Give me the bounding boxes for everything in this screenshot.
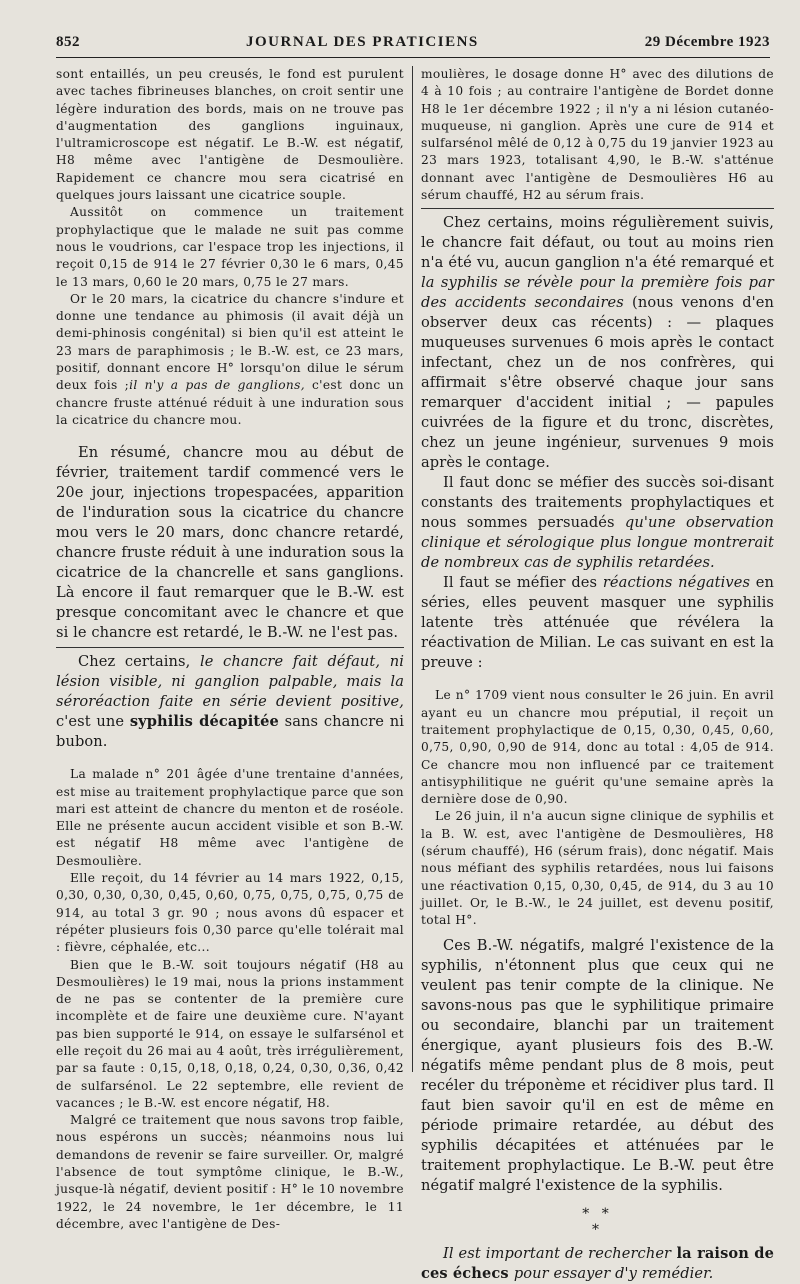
emphasis-secondary-accidents: la syphilis se révèle pour la première fois par des accidents secondaires — [421, 274, 774, 311]
left-column — [56, 66, 412, 1072]
paragraph-chancre-description: sont entaillés, un peu creusés, le fond est purulent avec taches fibrineuses blanches, on croit sentir une légère induration des bords, mais on ne trouve pas d'augmentation des ganglions inguinaux, l'ultramicroscope est négatif. Le B.-W. est négatif, H8 même avec l'antigène de Desmoulière. Rapidement ce chancre mou sera cicatrisé en quelques jours laissant une cicatrice souple. — [56, 66, 404, 204]
journal-title: JOURNAL DES PRATICIENS — [246, 34, 479, 51]
paragraph-case-1709: Le n° 1709 vient nous consulter le 26 juin. En avril ayant eu un chancre mou préputial, il reçoit un traitement prophylactique de 0,15, 0,30, 0,45, 0,60, 0,75, 0,90, 0,90 de 914, donc au total : 4,05 de 914. Ce chancre mou non influencé par ce traitement antisyphilitique ne guérit qu'une semaine après la dernière dose de 0,90. — [421, 687, 774, 808]
emphasis-no-ganglions: il n'y a pas de ganglions, — [129, 378, 305, 392]
case-1709-block — [421, 687, 774, 929]
conclusion-block — [421, 936, 774, 1196]
paragraph-follow-up: Malgré ce traitement que nous savons trop faible, nous espérons un succès; néanmoins nous lui demandons de revenir se faire surveiller. Or, malgré l'absence de tout symptôme clinique, le B.-W., jusque-là négatif, devient positif : H° le 10 novembre 1922, le 24 novembre, le 1er décembre, le 11 décembre, avec l'antigène de Des- — [56, 1112, 404, 1233]
paragraph-negative-bw: Ces B.-W. négatifs, malgré l'existence de la syphilis, n'étonnent plus que ceux qui ne veulent pas tenir compte de la clinique. Ne savons-nous pas que le syphilitique primaire ou secondaire, blanchi par un traitement énergique, ayant plusieurs fois des B.-W. négatifs même pendant plus de 8 mois, peut recéler du tréponème et récidiver plus tard. Il faut bien savoir qu'il en est de même en période primaire retardée, au début des syphilis décapitées et atténuées par le traitement prophylactique. Le B.-W. peut être négatif malgré l'existence de la syphilis. — [421, 936, 774, 1196]
paragraph-chez-certains-2: Chez certains, moins régulièrement suivis, le chancre fait défaut, ou tout au moins rien n'a été vu, aucun ganglion n'a été remarqué et la syphilis se révèle pour la première fois par des accidents secondaires (nous venons d'en observer deux cas récents) : — plaques muqueuses survenues 6 mois après le contact infectant, chez un de nos confrères, qui affirmait s'être observé chaque jour sans remarquer d'accident initial ; — papules cuivrées de la figure et du tronc, discrètes, chez un jeune ingénieur, survenues 9 mois après le contage. — [421, 213, 774, 473]
paragraph-continuation: moulières, le dosage donne H° avec des dilutions de 4 à 10 fois ; au contraire l'antigène de Bordet donne H8 le 1er décembre 1922 ; il n'y a ni lésion cutanéo-muqueuse, ni ganglion. Après une cure de 914 et sulfarsénol mêlé de 0,12 à 0,75 du 19 janvier 1923 au 23 mars 1923, totalisant 4,90, le B.-W. s'atténue donnant avec l'antigène de Desmoulières H6 au sérum chauffé, H2 au sérum frais. — [421, 66, 774, 204]
page-header — [56, 34, 770, 51]
closing-statement — [421, 1244, 774, 1284]
paragraph-induration: Or le 20 mars, la cicatrice du chancre s'indure et donne une tendance au phimosis (il avait déjà un demi-phinosis congénital) si bien qu'il est atteint le 23 mars de paraphimosis ; le B.-W. est, ce 23 mars, positif, donnant encore H° lorsqu'on dilue le sérum deux fois ;il n'y a pas de ganglions, c'est donc un chancre fruste atténué réduit à une induration sous la cicatrice du chancre mou. — [56, 291, 404, 429]
decapitated-syphilis-block — [56, 647, 404, 752]
case-201-continued — [421, 66, 774, 204]
issue-date: 29 Décembre 1923 — [645, 34, 770, 51]
secondary-accidents-block — [421, 208, 774, 673]
paragraph-closing: Il est important de rechercher la raison de ces échecs pour essayer d'y remédier. — [421, 1244, 774, 1284]
paragraph-mefier-succes: Il faut donc se méfier des succès soi-disant constants des traitements prophylactiques et nous sommes persuadés qu'une observation clinique et sérologique plus longue montrerait de nombreux cas de syphilis retardées. — [421, 473, 774, 573]
term-syphilis-decapitee: syphilis décapitée — [130, 713, 279, 730]
paragraph-case-201: La malade n° 201 âgée d'une trentaine d'années, est mise au traitement prophylactique parce que son mari est atteint de chancre du menton et de roséole. Elle ne présente aucun accident visible et son B.-W. est négatif H8 même avec l'antigène de Desmoulière. — [56, 766, 404, 870]
paragraph-chez-certains: Chez certains, le chancre fait défaut, ni lésion visible, ni ganglion palpable, mais la séroréaction faite en série devient positive, c'est une syphilis décapitée sans chancre ni bubon. — [56, 652, 404, 752]
section-asterism: * * * — [421, 1206, 774, 1238]
paragraph-second-cure: Bien que le B.-W. soit toujours négatif (H8 au Desmoulières) le 19 mai, nous la prions instamment de ne pas se contenter de la première cure incomplète et de faire une deuxième cure. N'ayant pas bien supporté le 914, on essaye le sulfarsénol et elle reçoit du 26 mai au 4 août, très irrégulièrement, par sa faute : 0,15, 0,18, 0,18, 0,24, 0,30, 0,36, 0,42 de sulfarsénol. Le 22 septembre, elle revient de vacances ; le B.-W. est encore négatif, H8. — [56, 957, 404, 1113]
two-column-body — [56, 66, 774, 1072]
right-column — [412, 66, 774, 1072]
emphasis-longer-observation: qu'une observation clinique et sérologique plus longue montrerait de nombreux cas de syphilis retardées. — [421, 514, 774, 571]
paragraph-treatment-start: Aussitôt on commence un traitement prophylactique que le malade ne suit pas comme nous le voudrions, car l'espace trop les injections, il reçoit 0,15 de 914 le 27 février 0,30 le 6 mars, 0,45 le 13 mars, 0,60 le 20 mars, 0,75 le 27 mars. — [56, 204, 404, 290]
paragraph-doses: Elle reçoit, du 14 février au 14 mars 1922, 0,15, 0,30, 0,30, 0,30, 0,45, 0,60, 0,75, 0,75, 0,75, 0,75 de 914, au total 3 gr. 90 ; nous avons dû espacer et répéter plusieurs fois 0,30 parce qu'elle tolérait mal : fièvre, céphalée, etc... — [56, 870, 404, 956]
paragraph-june-26: Le 26 juin, il n'a aucun signe clinique de syphilis et la B. W. est, avec l'antigène de Desmoulières, H8 (sérum chauffé), H6 (sérum frais), donc négatif. Mais nous méfiant des syphilis retardées, nous lui faisons une réactivation 0,15, 0,30, 0,45, de 914, du 3 au 10 juillet. Or, le B.-W., le 24 juillet, est devenu positif, total H°. — [421, 808, 774, 929]
emphasis-chancre-missing: le chancre fait défaut, ni lésion visible, ni ganglion palpable, mais la séroréaction faite en série devient positive, — [56, 653, 404, 710]
header-rule — [56, 57, 770, 58]
bold-raison-echecs: la raison de ces échecs — [421, 1245, 774, 1282]
paragraph-resume: En résumé, chancre mou au début de février, traitement tardif commencé vers le 20e jour, injections tropespacées, apparition de l'induration sous la cicatrice du chancre mou vers le 20 mars, donc chancre retardé, chancre fruste réduit à une induration sous la cicatrice de la chancrelle et sans ganglions. Là encore il faut remarquer que le B.-W. est presque concomitant avec le chancre et que si le chancre est retardé, le B.-W. ne l'est pas. — [56, 443, 404, 643]
paragraph-mefier-reactions: Il faut se méfier des réactions négatives en séries, elles peuvent masquer une syphilis latente très atténuée que révélera la réactivation de Milian. Le cas suivant en est la preuve : — [421, 573, 774, 673]
emphasis-negative-reactions: réactions négatives — [603, 574, 750, 591]
case-narrative-1 — [56, 66, 404, 429]
case-201-block — [56, 766, 404, 1233]
resume-block — [56, 443, 404, 643]
page-number: 852 — [56, 34, 80, 51]
